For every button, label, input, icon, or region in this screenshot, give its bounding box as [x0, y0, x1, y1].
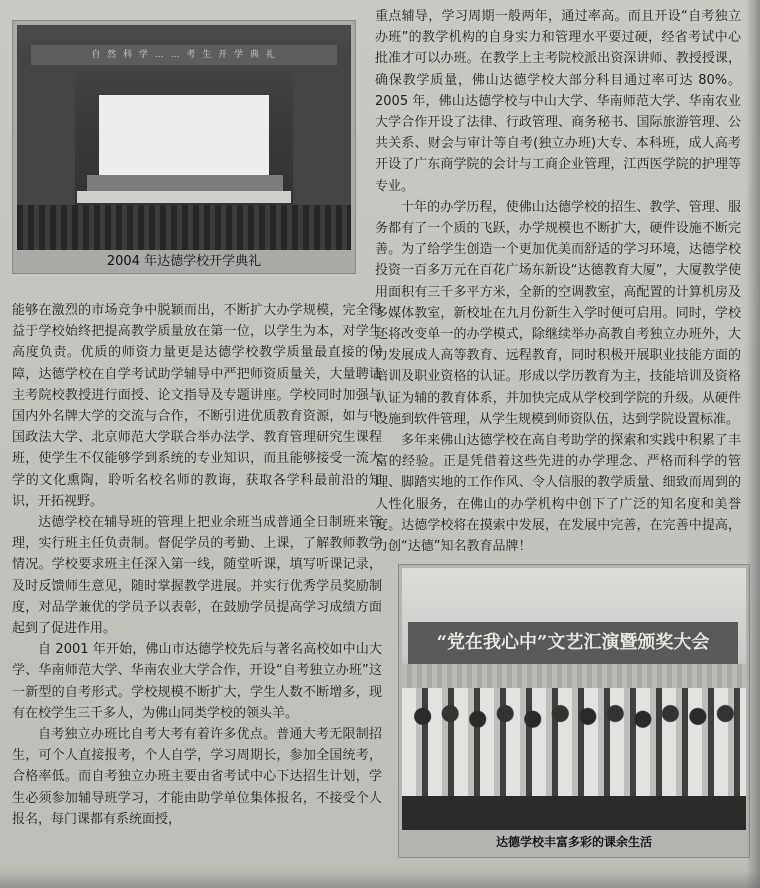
page-bottom-shadow: [0, 870, 760, 888]
performance-image: [402, 568, 746, 830]
podium-table: [77, 191, 291, 203]
auditorium-image: [17, 25, 351, 250]
page-edge-shadow: [746, 0, 760, 888]
event-banner: “党在我心中”文艺汇演暨颁奖大会: [408, 622, 738, 664]
hall-wall-left: [17, 65, 75, 205]
projection-screen: [99, 95, 269, 175]
extracurricular-photo: [398, 564, 750, 858]
article-paragraph: 自 2001 年开始，佛山市达德学校先后与著名高校如中山大学、华南师范大学、华南农业大学合作，开设“自考独立办班”这一新型的自考形式。学校规模不断扩大，学生人数不断增多，现有在校学生三千多人，为佛山同类学校的领头羊。: [12, 642, 382, 721]
photo-caption: 2004 年达德学校开学典礼: [106, 254, 262, 269]
hall-wall-right: [293, 65, 351, 205]
article-paragraph: 能够在激烈的市场竞争中脱颖而出，不断扩大办学规模，完全得益于学校始终把提高教学质量放在第一位，以学生为本，对学生高度负责。优质的师资力量更是达德学校教学质量最直接的保障，达德学校在自学考试助学辅导中严把师资质量关，大量聘请主考院校教授进行面授、论文指导及专题讲座。学校同时加强与国内外名牌大学的交流与合作，不断引进优质教育资源，如与中国政法大学、北京师范大学联合举办法学、教育管理研究生课程班，使学生不仅能够学到系统的专业知识，而且能够接受一流大学的文化熏陶，聆听名校名师的教诲，获取各学科最前沿的知识，开拓视野。: [12, 303, 382, 509]
article-paragraph: 重点辅导，学习周期一般两年，通过率高。而且开设“自考独立办班”的教学机构的自身实力和管理水平要过硬，经省考试中心批准才可以办班。在教学上主考院校派出资深讲师、教授授课，确保教学质量，佛山达德学校大部分科目通过率可达 80%。2005 年，佛山达德学校与中山大学、华南师范大学、华南农业大学合作开设了法律、行政管理、商务秘书、国际旅游管理、公共关系、财会与审计等自考(独立办班)大专、本科班，成人高考开设了广东商学院的会计与工商企业管理，江西医学院的护理等专业。: [375, 9, 741, 194]
stage-banner: 自 然 科 学 … … 考 生 开 学 典 礼: [31, 45, 337, 65]
article-paragraph: 达德学校在辅导班的管理上把业余班当成普通全日制班来管理，实行班主任负责制。督促学员的考勤、上课，了解教师教学情况。学校要求班主任深入第一线，随堂听课，填写听课记录，及时反馈师生意见，随时掌握教学进展。并实行优秀学员奖励制度，对品学兼优的学员予以表彰，在鼓励学员提高学习成绩方面起到了促进作用。: [12, 515, 382, 637]
article-column-right: [375, 6, 741, 557]
stage-floor: [402, 796, 746, 830]
audience: [17, 205, 351, 250]
photo-caption: 达德学校丰富多彩的课余生活: [495, 835, 652, 849]
opening-ceremony-photo: [12, 20, 356, 274]
article-paragraph: 多年来佛山达德学校在高自考助学的探索和实践中积累了丰富的经验。正是凭借着这些先进的办学理念、严格而科学的管理、脚踏实地的工作作风、令人信服的教学质量、细致而周到的人性化服务，在佛山的办学机构中创下了广泛的知名度和美誉度。达德学校将在摸索中发展，在发展中完善，在完善中提高，力创“达德”知名教育品牌！: [375, 433, 741, 555]
article-paragraph: 十年的办学历程，使佛山达德学校的招生、教学、管理、服务都有了一个质的飞跃，办学规模也不断扩大，硬件设施不断完善。为了给学生创造一个更加优美而舒适的学习环境，达德学校投资一百多万元在百花广场东新设“达德教育大厦”，大厦教学使用面积有三千多平方米，全新的空调教室，高配置的计算机房及多媒体教室，新校址在九月份新生入学时便可启用。同时，学校还将改变单一的办学模式，除继续举办高教自考独立办班外，大力发展成人高等教育、远程教育，同时积极开展职业技能方面的培训及职业资格的认证。形成以学历教育为主，技能培训及资格认证为辅的教育体系，并加快完成从学校到学院的升级。从硬件设施到软件管理，从学生规模到师资队伍，达到学院设置标准。: [375, 199, 741, 427]
article-column-left: [12, 300, 382, 830]
article-paragraph: 自考独立办班比自考大考有着许多优点。普通大考无限制招生，可个人直接报考，个人自学，学习周期长，参加全国统考，合格率低。而自考独立办班主要由省考试中心下达招生计划，学生必须参加辅导班学习，才能由助学单位集体报名，不接受个人报名，每门课都有系统面授，: [12, 727, 382, 827]
